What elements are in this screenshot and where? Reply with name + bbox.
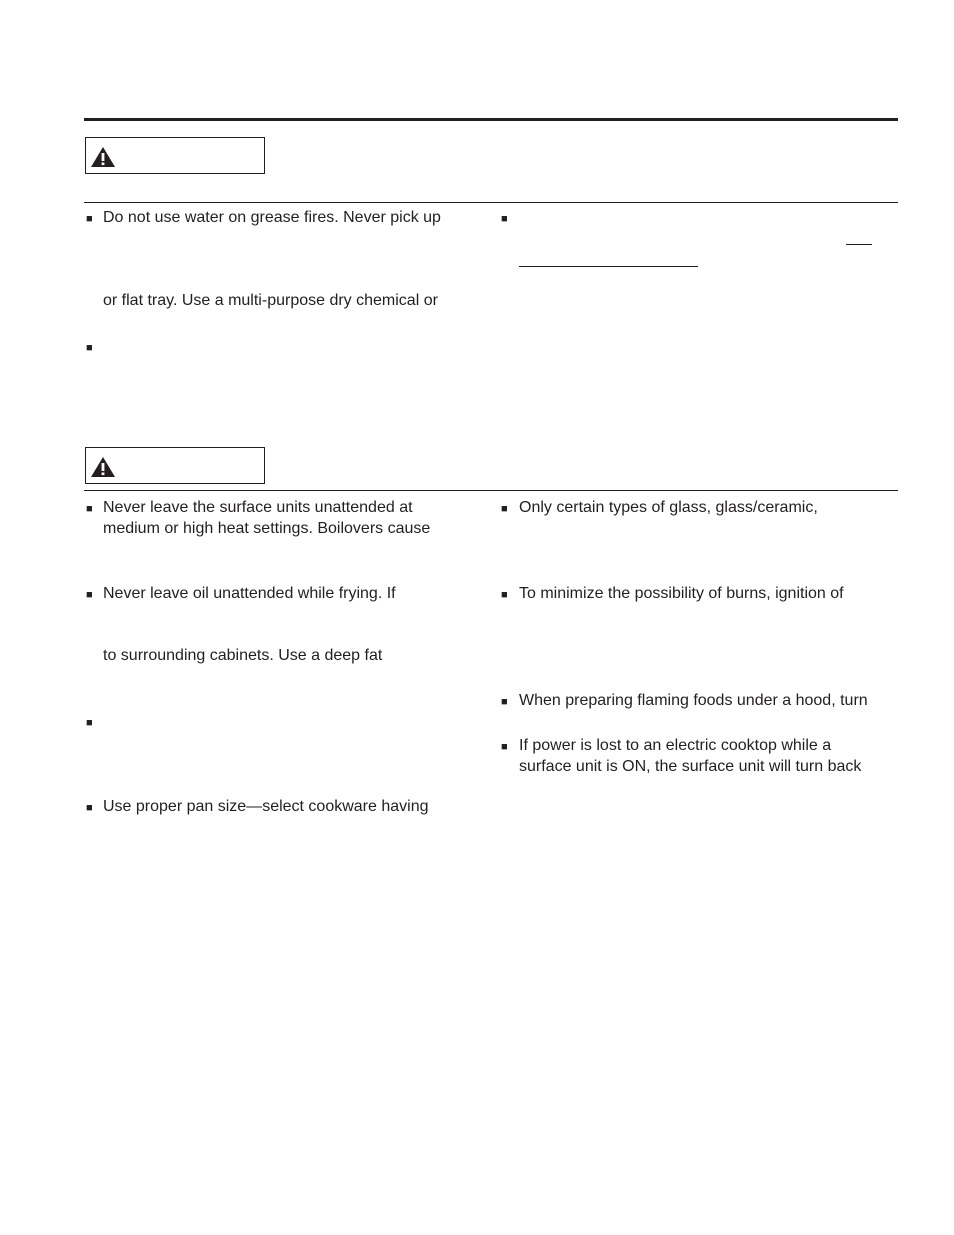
safety-text-line: or flat tray. Use a multi-purpose dry chemical or bbox=[103, 292, 438, 309]
warning-triangle-icon bbox=[90, 456, 116, 478]
bullet-marker: ■ bbox=[86, 213, 93, 225]
bullet-marker: ■ bbox=[86, 802, 93, 814]
underline-mark bbox=[846, 244, 872, 245]
underline-mark bbox=[519, 266, 698, 267]
safety-text-line: Only certain types of glass, glass/ceramic, bbox=[519, 499, 818, 516]
safety-text-line: medium or high heat settings. Boilovers cause bbox=[103, 520, 431, 537]
warning-label-box bbox=[85, 137, 265, 174]
safety-text-line: to surrounding cabinets. Use a deep fat bbox=[103, 647, 383, 664]
bullet-marker: ■ bbox=[86, 503, 93, 515]
section-divider bbox=[84, 202, 898, 203]
safety-text-line: Use proper pan size—select cookware having bbox=[103, 798, 429, 815]
bullet-marker: ■ bbox=[501, 696, 508, 708]
bullet-marker: ■ bbox=[501, 741, 508, 753]
bullet-marker: ■ bbox=[86, 717, 93, 729]
safety-text-line: To minimize the possibility of burns, ignition of bbox=[519, 585, 844, 602]
warning-triangle-icon bbox=[90, 146, 116, 168]
bullet-marker: ■ bbox=[501, 503, 508, 515]
bullet-marker: ■ bbox=[501, 589, 508, 601]
safety-text-line: Do not use water on grease fires. Never pick up bbox=[103, 209, 441, 226]
bullet-marker: ■ bbox=[501, 213, 508, 225]
header-rule bbox=[84, 118, 898, 121]
safety-text-line: If power is lost to an electric cooktop while a bbox=[519, 737, 832, 754]
bullet-marker: ■ bbox=[86, 342, 93, 354]
section-divider bbox=[84, 490, 898, 491]
safety-text-line: Never leave the surface units unattended at bbox=[103, 499, 413, 516]
bullet-marker: ■ bbox=[86, 589, 93, 601]
safety-text-line: Never leave oil unattended while frying. If bbox=[103, 585, 396, 602]
safety-text-line: surface unit is ON, the surface unit will turn back bbox=[519, 758, 862, 775]
safety-text-line: When preparing flaming foods under a hood, turn bbox=[519, 692, 868, 709]
warning-label-box bbox=[85, 447, 265, 484]
